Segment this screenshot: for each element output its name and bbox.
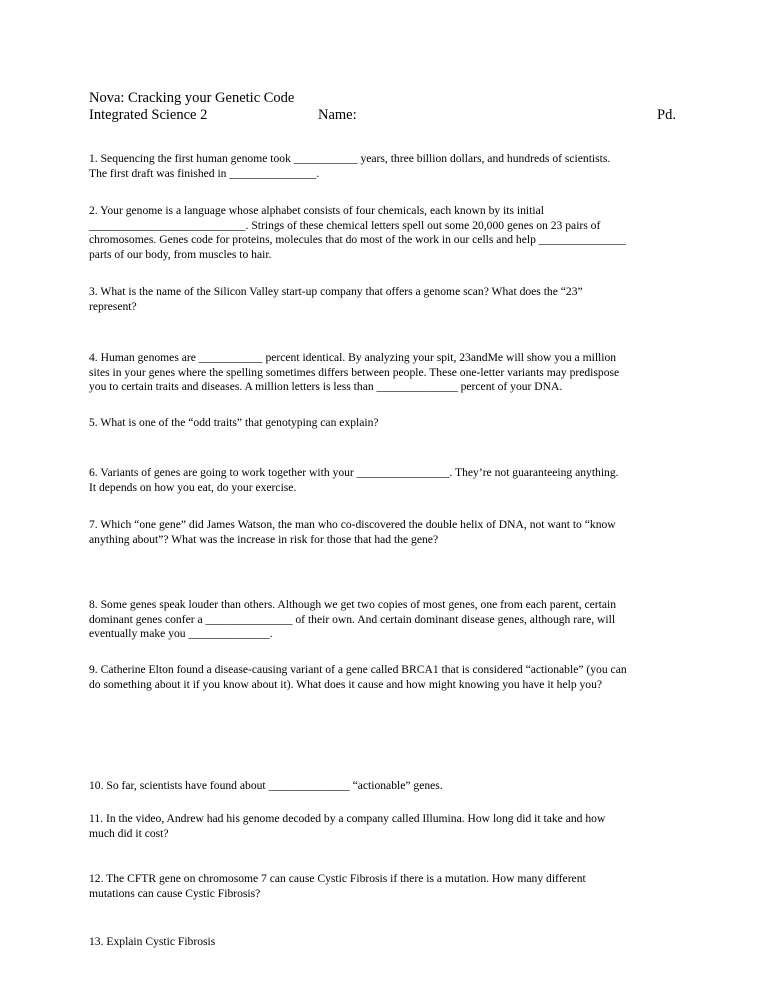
question-2 xyxy=(89,204,685,262)
name-label: Name: xyxy=(318,107,357,123)
question-line: The first draft was finished in _______________. xyxy=(89,166,320,180)
period-label: Pd. xyxy=(657,107,676,123)
question-8 xyxy=(89,598,685,642)
question-line: you to certain traits and diseases. A million letters is less than ______________ percent of your DNA. xyxy=(89,380,563,394)
question-line: 1. Sequencing the first human genome took ___________ years, three billion dollars, and hundreds of scientists. xyxy=(89,152,611,165)
question-line: dominant genes confer a _______________ of their own. And certain dominant disease genes, although rare, will xyxy=(89,612,616,626)
question-9 xyxy=(89,663,685,692)
question-line: chromosomes. Genes code for proteins, molecules that do most of the work in our cells and help _______________ xyxy=(89,233,626,247)
question-line: ___________________________. Strings of these chemical letters spell out some 20,000 genes on 23 pairs of xyxy=(89,218,601,232)
question-line: 7. Which “one gene” did James Watson, the man who co-discovered the double helix of DNA, not want to “know xyxy=(89,518,616,531)
question-line: 5. What is one of the “odd traits” that genotyping can explain? xyxy=(89,416,379,429)
question-3 xyxy=(89,285,685,314)
worksheet-title: Nova: Cracking your Genetic Code xyxy=(89,90,295,106)
question-line: 12. The CFTR gene on chromosome 7 can cause Cystic Fibrosis if there is a mutation. How many different xyxy=(89,872,586,885)
question-line: mutations can cause Cystic Fibrosis? xyxy=(89,886,261,900)
question-line: much did it cost? xyxy=(89,826,169,840)
question-line: eventually make you ______________. xyxy=(89,627,273,641)
question-12 xyxy=(89,872,685,901)
question-line: parts of our body, from muscles to hair. xyxy=(89,247,272,261)
course-name: Integrated Science 2 xyxy=(89,107,208,123)
question-line: sites in your genes where the spelling sometimes differs between people. These one-letter variants may predispose xyxy=(89,365,620,379)
question-line: 9. Catherine Elton found a disease-causing variant of a gene called BRCA1 that is considered “actionable” (you can xyxy=(89,663,627,676)
question-line: represent? xyxy=(89,299,137,313)
question-line: 2. Your genome is a language whose alphabet consists of four chemicals, each known by its initial xyxy=(89,204,544,217)
question-line: anything about”? What was the increase in risk for those that had the gene? xyxy=(89,532,439,546)
question-11 xyxy=(89,812,685,841)
question-line: 8. Some genes speak louder than others. Although we get two copies of most genes, one from each parent, certain xyxy=(89,598,617,611)
question-13 xyxy=(89,935,685,950)
question-line: It depends on how you eat, do your exercise. xyxy=(89,480,297,494)
question-7 xyxy=(89,518,685,547)
question-10 xyxy=(89,779,685,794)
question-1 xyxy=(89,152,685,181)
question-line: 4. Human genomes are ___________ percent identical. By analyzing your spit, 23andMe will show you a million xyxy=(89,351,617,364)
question-line: 11. In the video, Andrew had his genome decoded by a company called Illumina. How long did it take and how xyxy=(89,812,606,825)
question-line: do something about it if you know about it). What does it cause and how might knowing you have it help you? xyxy=(89,677,603,691)
question-4 xyxy=(89,351,685,395)
question-6 xyxy=(89,466,685,495)
question-line: 10. So far, scientists have found about ______________ “actionable” genes. xyxy=(89,779,443,792)
question-line: 13. Explain Cystic Fibrosis xyxy=(89,935,216,948)
question-line: 3. What is the name of the Silicon Valley start-up company that offers a genome scan? What does the “23” xyxy=(89,285,583,298)
question-5 xyxy=(89,416,685,431)
question-line: 6. Variants of genes are going to work together with your ________________. They’re not guaranteeing anything. xyxy=(89,466,619,479)
